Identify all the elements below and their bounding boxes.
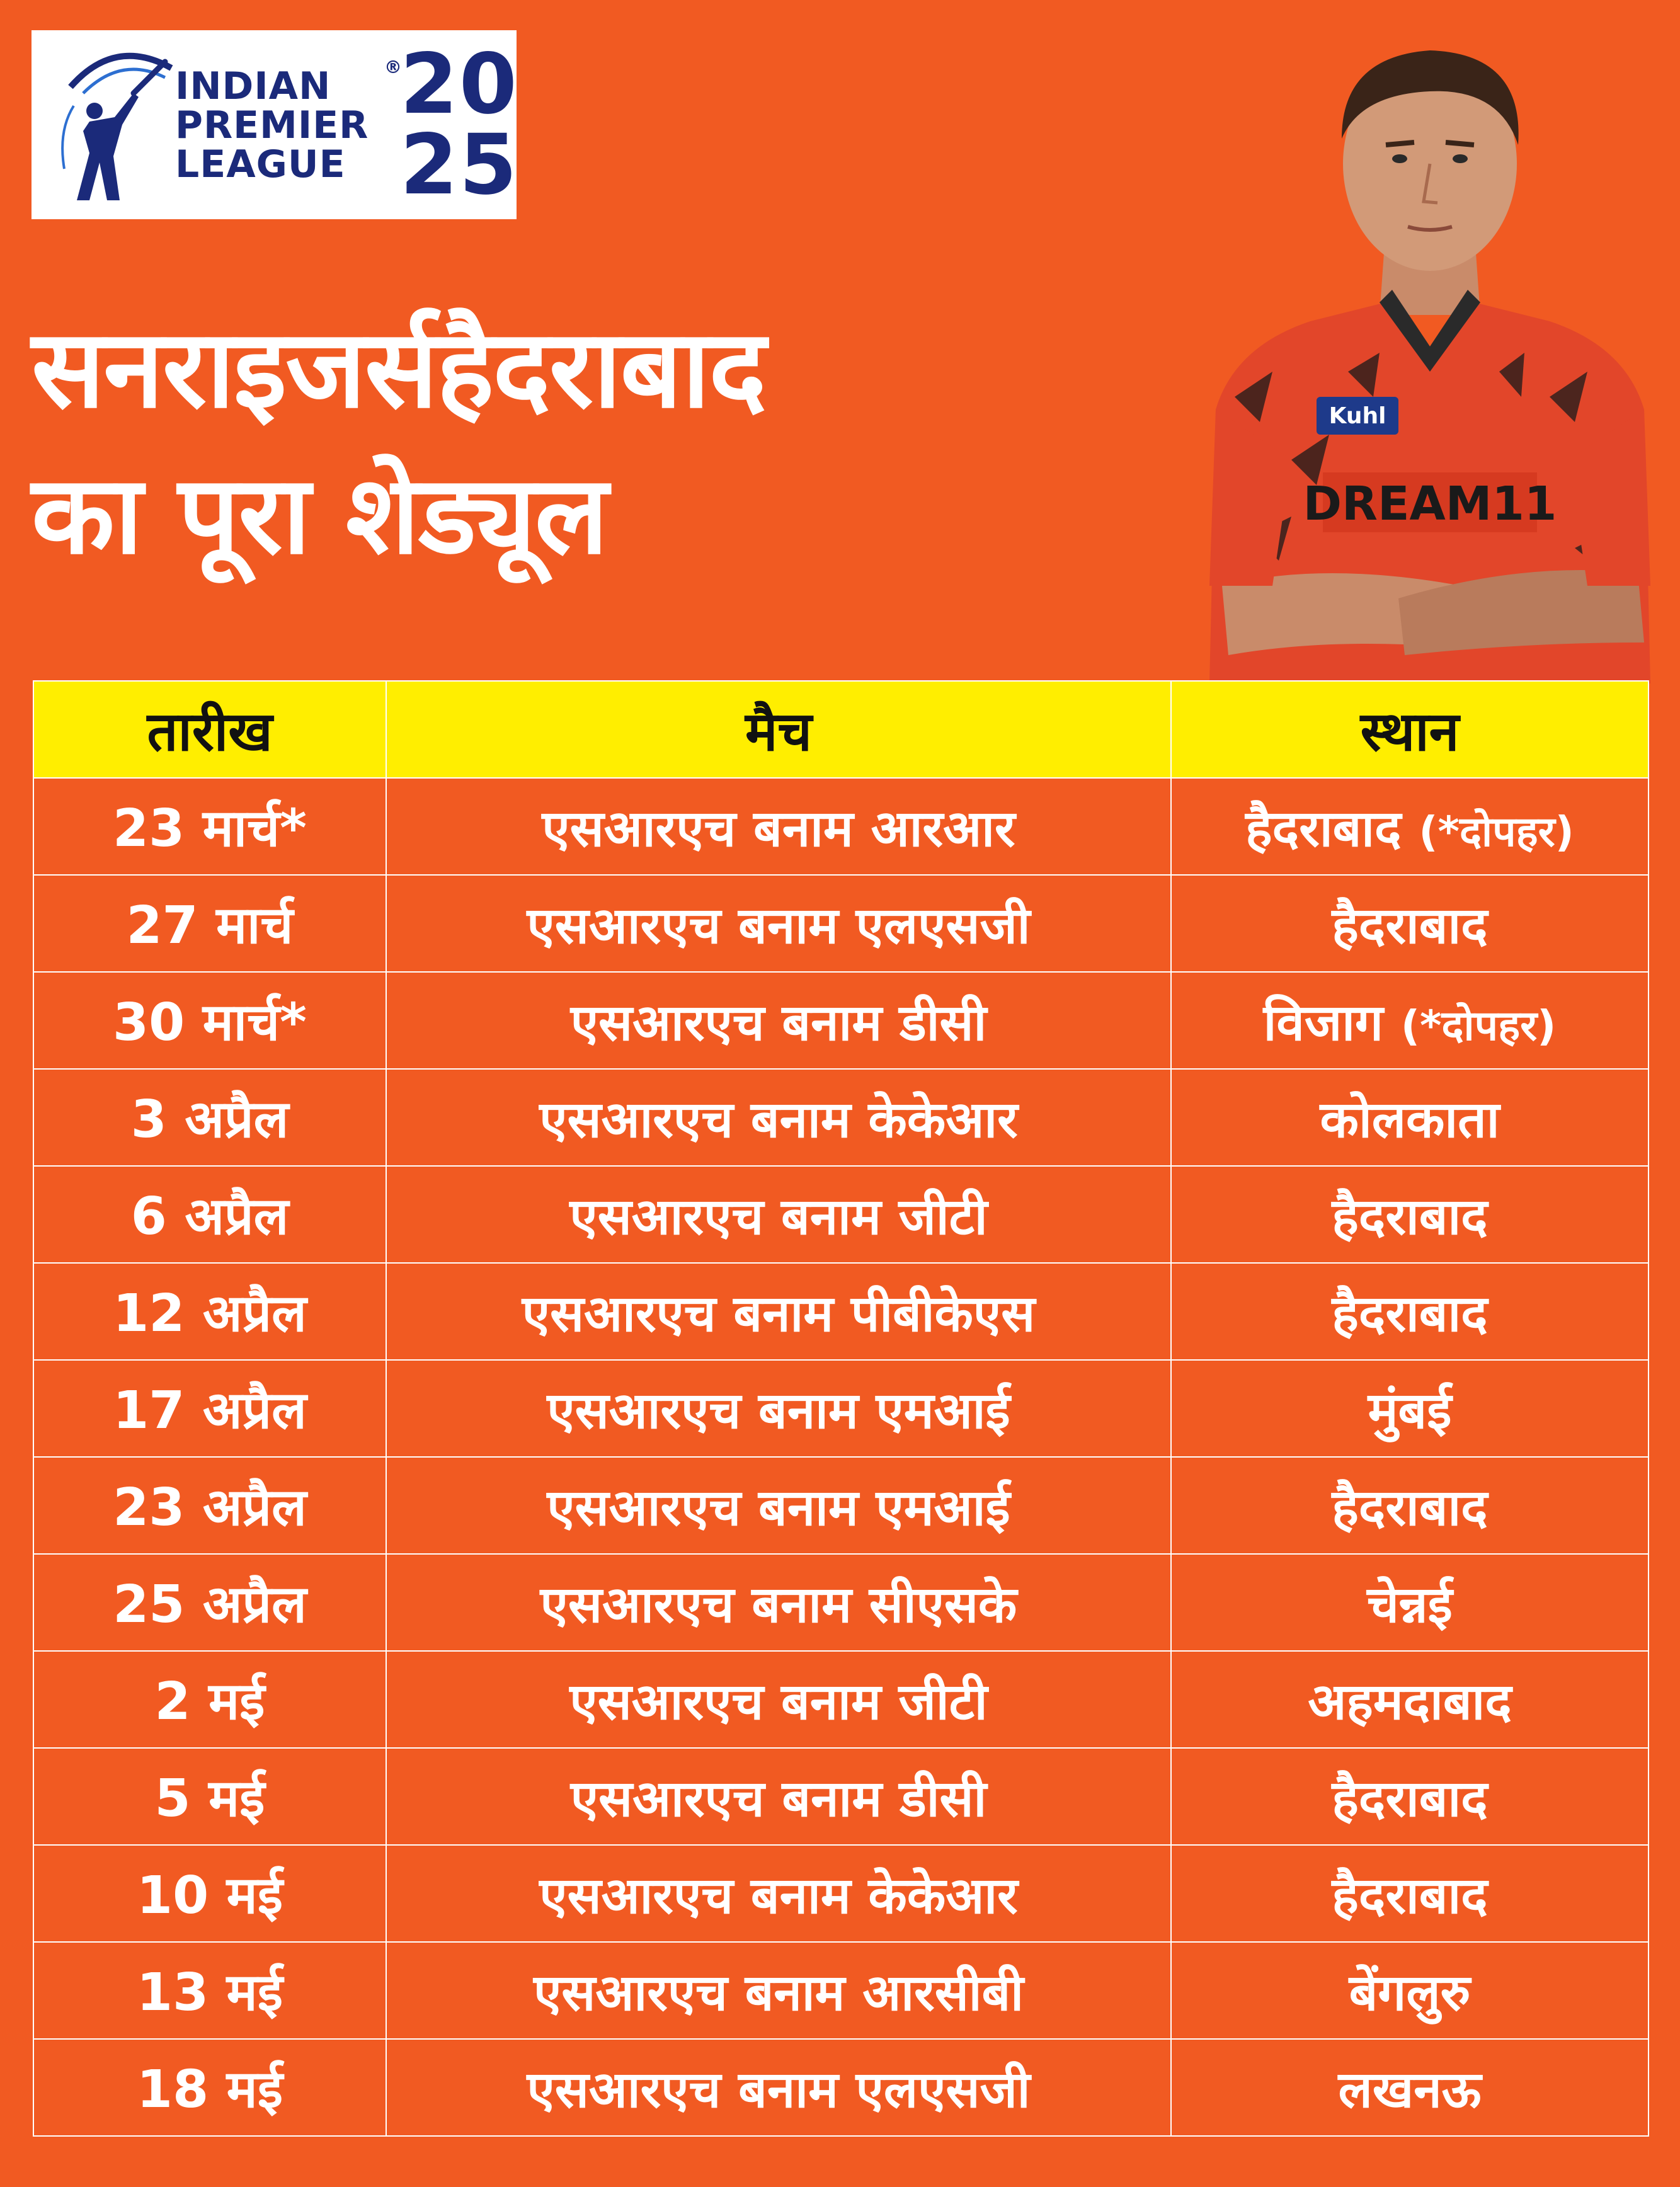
- cell-match: एसआरएच बनाम सीएसके: [386, 1554, 1171, 1651]
- table-row: [33, 1554, 1649, 1651]
- logo-year: [400, 36, 518, 214]
- venue-name: हैदराबाद: [1245, 799, 1402, 858]
- page-title: [31, 296, 1140, 588]
- table-row: [33, 778, 1649, 875]
- cell-match: एसआरएच बनाम एलएसजी: [386, 2039, 1171, 2136]
- venue-note: (*दोपहर): [1400, 1001, 1557, 1050]
- venue-name: हैदराबाद: [1332, 1187, 1488, 1246]
- ipl-logo: [31, 30, 517, 219]
- logo-year-top: 20: [400, 36, 518, 133]
- venue-name: चेन्नई: [1367, 1575, 1453, 1634]
- table-row: [33, 1942, 1649, 2039]
- cell-match: एसआरएच बनाम जीटी: [386, 1651, 1171, 1748]
- cell-venue: [1171, 2039, 1649, 2136]
- venue-name: बेंगलुरु: [1349, 1963, 1471, 2022]
- venue-name: हैदराबाद: [1332, 1478, 1488, 1537]
- table-row: [33, 1360, 1649, 1457]
- cell-date: 2 मई: [33, 1651, 386, 1748]
- venue-name: कोलकाता: [1320, 1090, 1500, 1149]
- venue-name: हैदराबाद: [1332, 896, 1488, 955]
- table-row: [33, 1263, 1649, 1360]
- cell-date: 23 मार्च*: [33, 778, 386, 875]
- cell-venue: [1171, 1942, 1649, 2039]
- table-header-row: [33, 681, 1649, 778]
- cell-venue: [1171, 1457, 1649, 1554]
- title-line-2: का पूरा शेड्यूल: [31, 452, 607, 578]
- cell-date: 5 मई: [33, 1748, 386, 1845]
- registered-mark: ®: [384, 57, 402, 77]
- logo-line-indian: INDIAN: [175, 64, 331, 108]
- jersey-chest-brand: Kuhl: [1329, 403, 1386, 429]
- table-row: [33, 1651, 1649, 1748]
- table-row: [33, 1457, 1649, 1554]
- cell-venue: [1171, 1166, 1649, 1263]
- venue-name: अहमदाबाद: [1308, 1672, 1512, 1731]
- table-row: [33, 1069, 1649, 1166]
- venue-name: हैदराबाद: [1332, 1769, 1488, 1828]
- cell-venue: [1171, 1263, 1649, 1360]
- schedule-table: [33, 680, 1649, 2137]
- table-row: [33, 972, 1649, 1069]
- cell-match: एसआरएच बनाम एमआई: [386, 1457, 1171, 1554]
- cell-venue: [1171, 1748, 1649, 1845]
- cell-match: एसआरएच बनाम एमआई: [386, 1360, 1171, 1457]
- batsman-logo-icon: [45, 43, 184, 210]
- cell-date: 10 मई: [33, 1845, 386, 1942]
- cell-date: 13 मई: [33, 1942, 386, 2039]
- cell-match: एसआरएच बनाम केकेआर: [386, 1845, 1171, 1942]
- venue-name: मुंबई: [1368, 1381, 1452, 1440]
- cell-match: एसआरएच बनाम आरआर: [386, 778, 1171, 875]
- table-row: [33, 1748, 1649, 1845]
- cell-match: एसआरएच बनाम जीटी: [386, 1166, 1171, 1263]
- logo-line-premier: PREMIER: [175, 103, 369, 147]
- cell-date: 30 मार्च*: [33, 972, 386, 1069]
- cell-date: 18 मई: [33, 2039, 386, 2136]
- player-photo: [1197, 19, 1663, 683]
- cell-date: 27 मार्च: [33, 875, 386, 972]
- cell-venue: [1171, 972, 1649, 1069]
- cell-venue: [1171, 1360, 1649, 1457]
- cell-date: 23 अप्रैल: [33, 1457, 386, 1554]
- venue-name: विजाग: [1263, 993, 1383, 1052]
- cell-date: 17 अप्रैल: [33, 1360, 386, 1457]
- table-row: [33, 1166, 1649, 1263]
- venue-note: (*दोपहर): [1419, 807, 1574, 856]
- cell-date: 12 अप्रैल: [33, 1263, 386, 1360]
- cell-date: 25 अप्रैल: [33, 1554, 386, 1651]
- cell-venue: [1171, 1554, 1649, 1651]
- cell-date: 3 अप्रैल: [33, 1069, 386, 1166]
- cell-match: एसआरएच बनाम केकेआर: [386, 1069, 1171, 1166]
- cell-venue: [1171, 1651, 1649, 1748]
- cell-match: एसआरएच बनाम पीबीकेएस: [386, 1263, 1171, 1360]
- jersey-sponsor: DREAM11: [1303, 477, 1557, 531]
- cell-venue: [1171, 1845, 1649, 1942]
- venue-name: हैदराबाद: [1332, 1284, 1488, 1343]
- logo-line-league: LEAGUE: [175, 142, 346, 186]
- cell-match: एसआरएच बनाम आरसीबी: [386, 1942, 1171, 2039]
- cell-venue: [1171, 778, 1649, 875]
- logo-year-bottom: 25: [400, 117, 518, 214]
- venue-name: हैदराबाद: [1332, 1866, 1488, 1925]
- logo-wordmark: [175, 64, 369, 186]
- table-row: [33, 875, 1649, 972]
- cell-match: एसआरएच बनाम एलएसजी: [386, 875, 1171, 972]
- table-row: [33, 2039, 1649, 2136]
- table-row: [33, 1845, 1649, 1942]
- header-match: मैच: [386, 681, 1171, 778]
- header-date: तारीख: [33, 681, 386, 778]
- cell-match: एसआरएच बनाम डीसी: [386, 1748, 1171, 1845]
- title-line-1: सनराइजर्सहैदराबाद: [31, 305, 765, 432]
- venue-name: लखनऊ: [1338, 2060, 1482, 2119]
- cell-date: 6 अप्रैल: [33, 1166, 386, 1263]
- cell-match: एसआरएच बनाम डीसी: [386, 972, 1171, 1069]
- cell-venue: [1171, 875, 1649, 972]
- cell-venue: [1171, 1069, 1649, 1166]
- header-venue: स्थान: [1171, 681, 1649, 778]
